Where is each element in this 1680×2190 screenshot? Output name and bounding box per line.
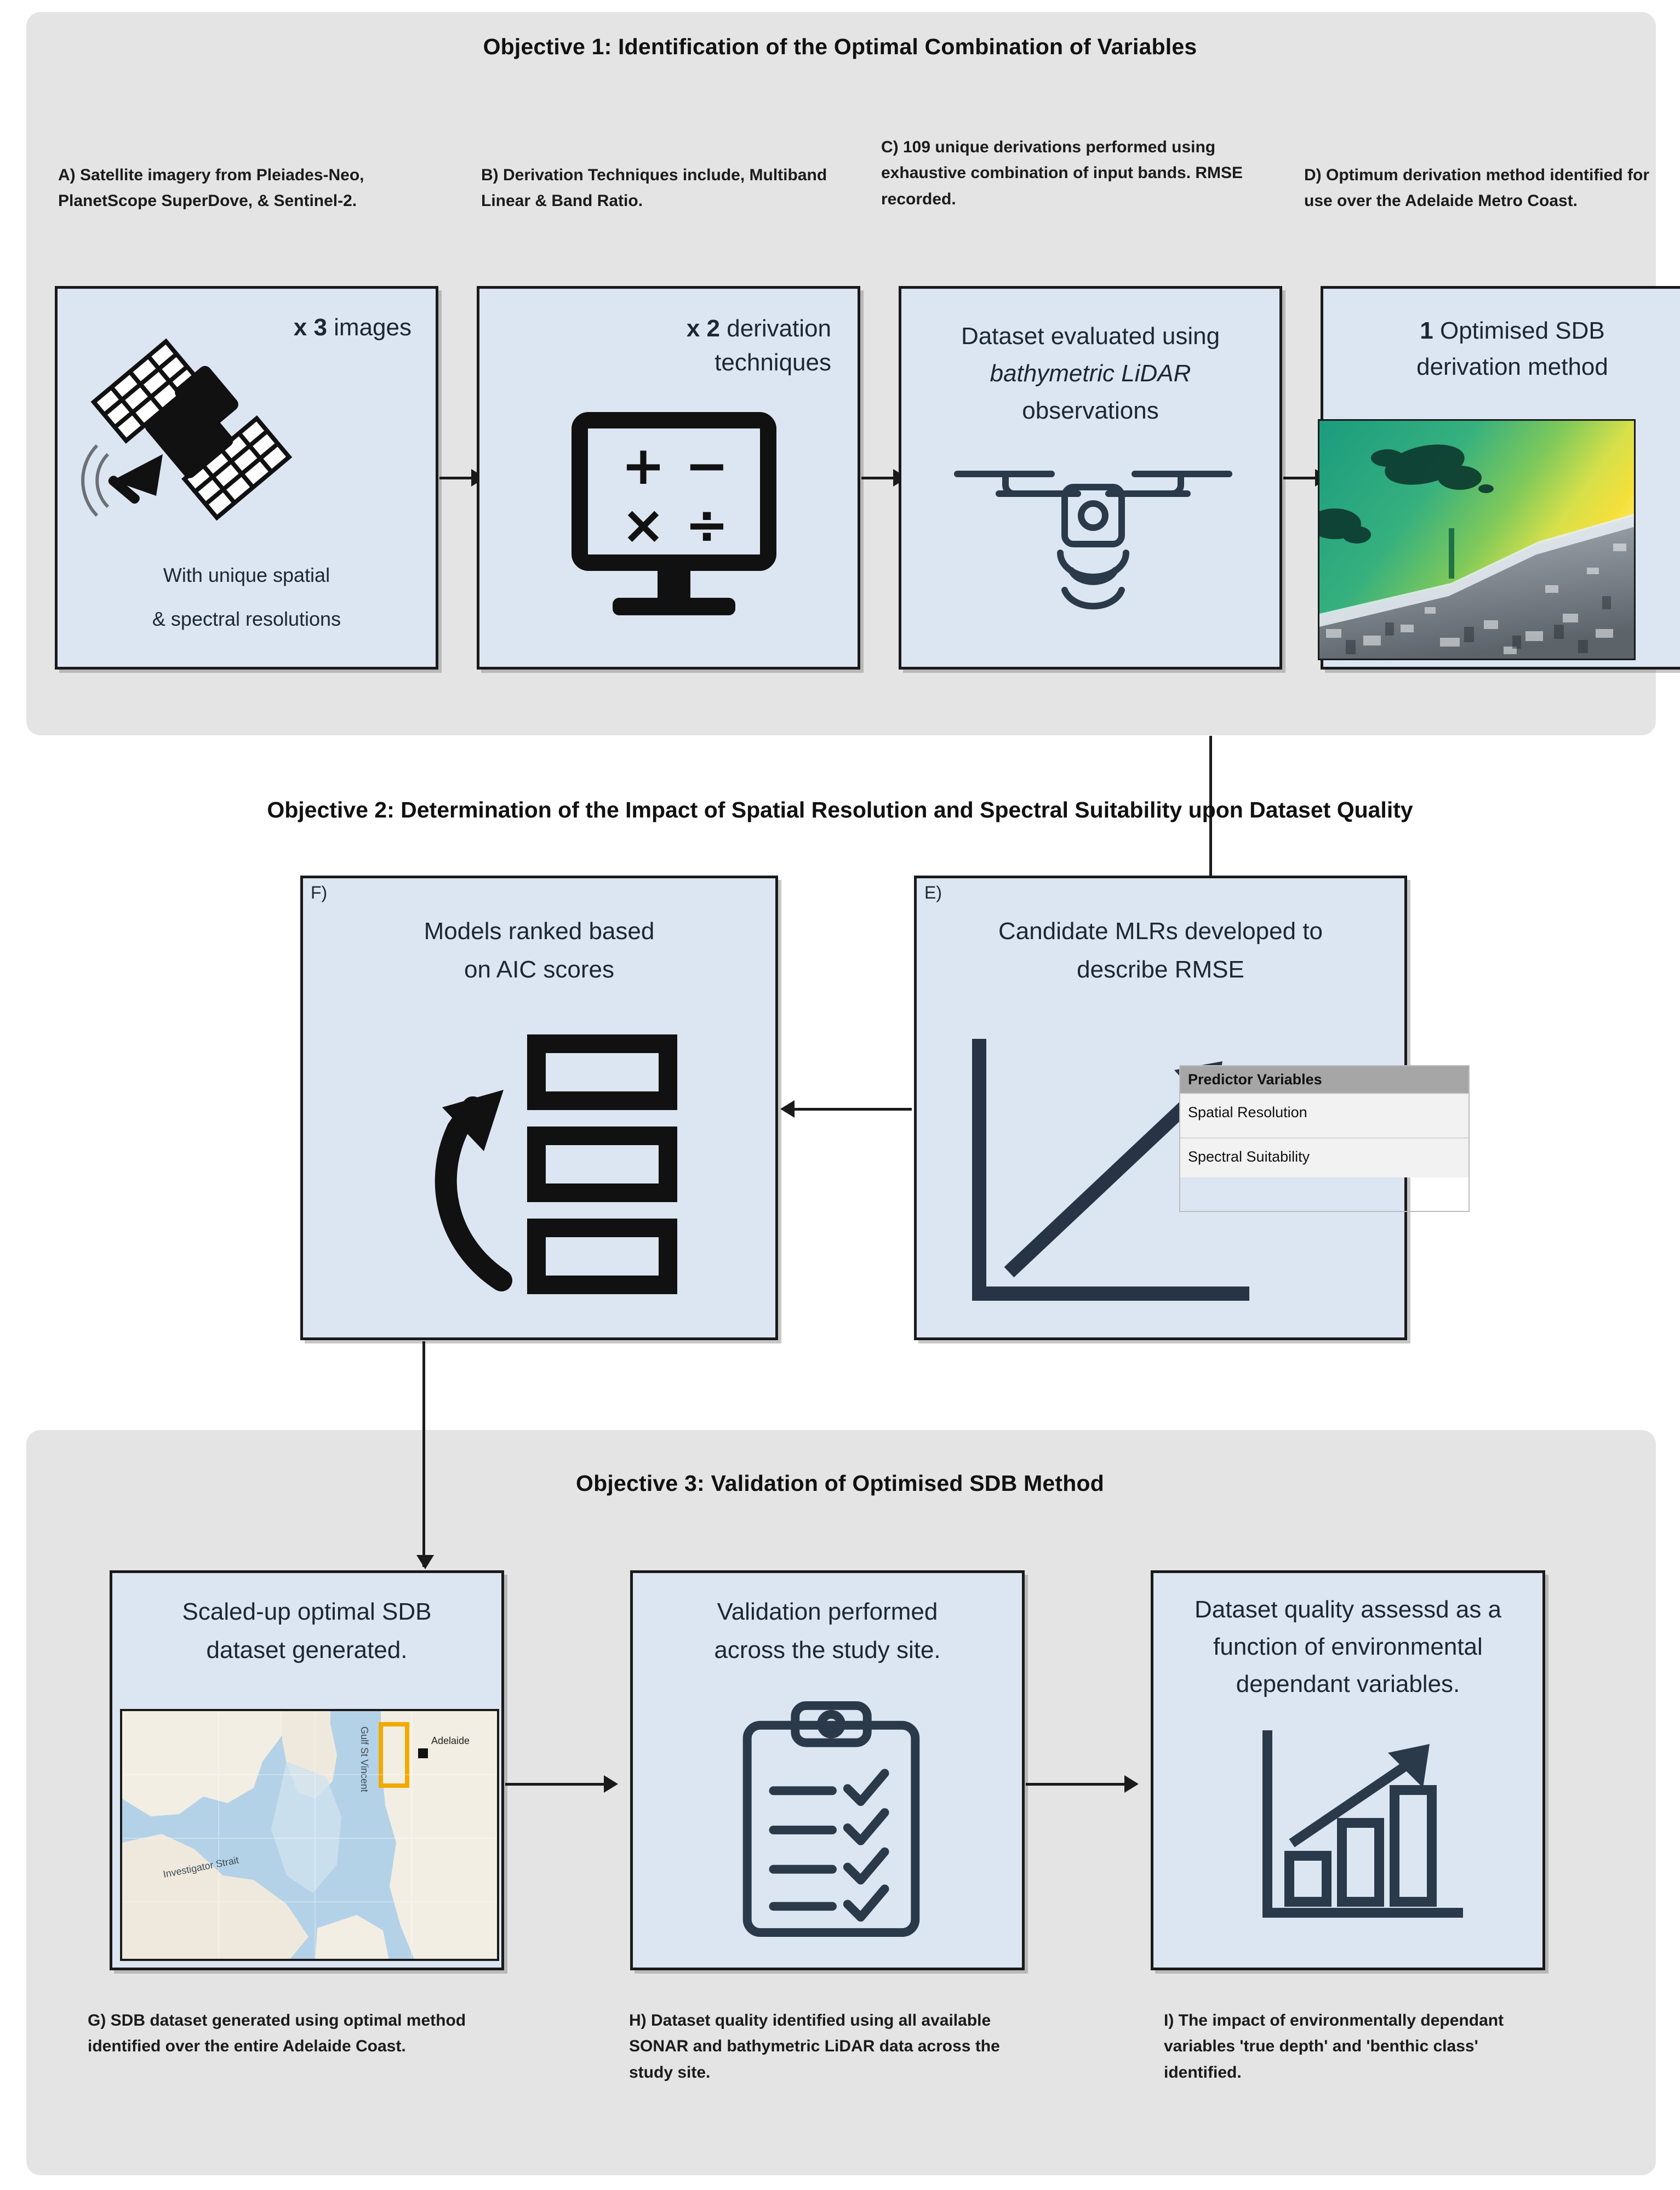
satellite-icon xyxy=(74,331,304,551)
svg-text:×: × xyxy=(621,494,666,556)
connector-b-to-c xyxy=(861,477,894,479)
box-d-optimised-sdb xyxy=(1321,286,1680,670)
caption-d: D) Optimum derivation method identified for use over the Adelaide Metro Coast. xyxy=(1304,166,1649,210)
connector-a-to-b xyxy=(439,477,472,479)
box-c-line2: bathymetric LiDAR xyxy=(990,360,1191,387)
box-b-count-row xyxy=(524,312,831,346)
box-b-derivation-techniques xyxy=(477,286,860,670)
connector-f-to-g-overlay xyxy=(422,1430,425,1567)
predictor-variables-table xyxy=(1179,1065,1470,1212)
arrow-g-to-h xyxy=(604,1775,618,1793)
caption-a: A) Satellite imagery from Pleiades-Neo, PlanetScope SuperDove, & Sentinel-2. xyxy=(58,166,364,210)
box-g-scaled-sdb-dataset xyxy=(110,1570,504,1970)
box-i-line2: function of environmental xyxy=(1213,1633,1483,1660)
box-e-line2: describe RMSE xyxy=(1077,956,1244,983)
box-d-count-label: Optimised SDB xyxy=(1439,317,1605,344)
connector-c-to-d xyxy=(1283,477,1316,479)
box-c-dataset-evaluation xyxy=(899,286,1282,670)
box-i-line1: Dataset quality assessd as a xyxy=(1194,1596,1502,1623)
svg-text:Gulf St Vincent: Gulf St Vincent xyxy=(359,1726,370,1792)
caption-h: H) Dataset quality identified using all available SONAR and bathymetric LiDAR data across the study site. xyxy=(629,2011,1000,2082)
predictor-table-row-1: Spatial Resolution xyxy=(1180,1093,1468,1137)
box-a-sub-line1: With unique spatial xyxy=(163,564,330,586)
box-f-line2: on AIC scores xyxy=(464,956,614,983)
bathymetry-raster xyxy=(1318,419,1636,660)
box-g-line2: dataset generated. xyxy=(206,1637,408,1663)
svg-text:Investigator Strait: Investigator Strait xyxy=(162,1854,240,1880)
connector-e-to-f xyxy=(795,1108,912,1111)
svg-text:Adelaide: Adelaide xyxy=(431,1735,470,1746)
box-d-count-row xyxy=(1323,314,1680,348)
arrow-e-to-f xyxy=(780,1100,795,1118)
box-f-model-ranking xyxy=(300,876,778,1340)
box-e-tag: E) xyxy=(924,883,942,902)
box-f-tag: F) xyxy=(311,883,328,902)
predictor-table-header: Predictor Variables xyxy=(1180,1066,1468,1093)
objective-3-title: Objective 3: Validation of Optimised SDB Method xyxy=(576,1471,1104,1496)
clipboard-checklist-icon xyxy=(727,1697,935,1943)
box-f-line1: Models ranked based xyxy=(424,918,655,945)
arrow-h-to-i xyxy=(1124,1775,1139,1793)
box-d-count-label2: derivation method xyxy=(1416,353,1608,380)
caption-c: C) 109 unique derivations performed using exhaustive combination of input bands. RMSE recorded. xyxy=(881,138,1243,208)
box-a-count-label: images xyxy=(334,314,412,341)
caption-b: B) Derivation Techniques include, Multiband Linear & Band Ratio. xyxy=(481,166,827,210)
locality-map xyxy=(120,1709,499,1961)
box-h-line1: Validation performed xyxy=(717,1598,938,1625)
objective-1-title: Objective 1: Identification of the Optimal Combination of Variables xyxy=(483,34,1197,59)
box-b-count: x 2 xyxy=(686,315,720,342)
box-h-validation xyxy=(630,1570,1025,1970)
box-h-line2: across the study site. xyxy=(714,1637,941,1663)
box-g-line1: Scaled-up optimal SDB xyxy=(182,1598,432,1625)
box-a-sub-line2: & spectral resolutions xyxy=(152,608,341,630)
caption-i: I) The impact of environmentally dependant variables 'true depth' and 'benthic class' identified. xyxy=(1164,2011,1504,2082)
connector-g-to-h xyxy=(505,1783,605,1786)
bar-chart-arrow-icon xyxy=(1252,1726,1466,1935)
predictor-table-row-2: Spectral Suitability xyxy=(1180,1137,1468,1177)
box-b-count-label: derivation xyxy=(727,315,831,342)
caption-g: G) SDB dataset generated using optimal method identified over the entire Adelaide Coast. xyxy=(88,2011,466,2056)
objective-2-title: Objective 2: Determination of the Impact of Spatial Resolution and Spectral Suitability upon Dataset Quality xyxy=(267,797,1413,822)
lidar-drone-icon xyxy=(951,448,1236,628)
box-c-line3: observations xyxy=(1022,397,1159,424)
box-e-line1: Candidate MLRs developed to xyxy=(998,918,1323,945)
box-b-count-label2: techniques xyxy=(715,349,831,376)
box-a-satellite-imagery xyxy=(55,286,438,670)
connector-h-to-i xyxy=(1026,1783,1125,1786)
arrow-f-to-g-overlay xyxy=(416,1555,434,1569)
box-c-line1: Dataset evaluated using xyxy=(961,323,1220,350)
box-i-line3: dependant variables. xyxy=(1236,1671,1460,1697)
box-i-dataset-quality xyxy=(1151,1570,1545,1970)
svg-text:−: − xyxy=(684,435,729,496)
svg-text:+: + xyxy=(621,435,666,496)
calculator-monitor-icon xyxy=(564,409,784,639)
svg-text:÷: ÷ xyxy=(684,494,729,556)
ranking-arrow-icon xyxy=(407,1022,687,1307)
box-a-count: x 3 xyxy=(293,314,327,341)
box-d-count: 1 xyxy=(1420,317,1433,344)
